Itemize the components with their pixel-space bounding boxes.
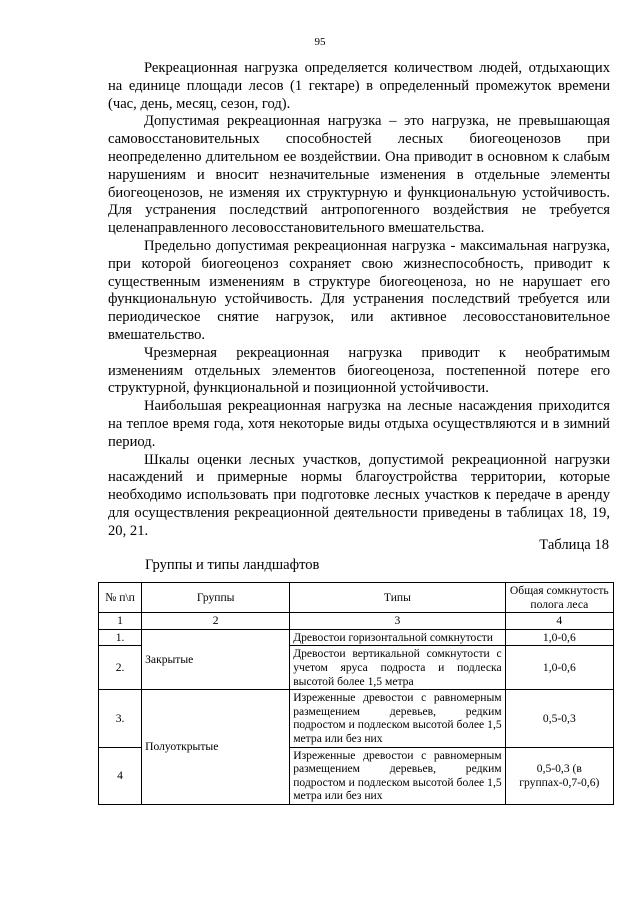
paragraph: Шкалы оценки лесных участков, допустимой рекреационной нагрузки насаждений и примерные нормы благоустройства территории, которые необходимо использовать при подготовке лесных участков к передаче в аренду для осуществления рекреационной деятельности приведены в таблицах 18, 19, 20, 21. bbox=[108, 451, 610, 539]
type-cell: Древостои горизонтальной сомкнутости bbox=[290, 629, 505, 646]
table-label: Таблица 18 bbox=[539, 537, 609, 553]
density-cell: 1,0-0,6 bbox=[505, 646, 613, 690]
table-title: Группы и типы ландшафтов bbox=[145, 557, 320, 573]
paragraph: Рекреационная нагрузка определяется количеством людей, отдыхающих на единице площади лесов (1 гектаре) в определенный промежуток времени (час, день, месяц, сезон, год). bbox=[108, 60, 610, 112]
column-number: 3 bbox=[290, 613, 505, 630]
row-number: 2. bbox=[99, 646, 142, 690]
type-cell: Изреженные древостои с равномерным размещением деревьев, редким подростом и подлеском высотой более 1,5 метра или без них bbox=[290, 747, 505, 804]
column-number: 1 bbox=[99, 613, 142, 630]
density-cell: 0,5-0,3 bbox=[505, 690, 613, 747]
column-number: 4 bbox=[505, 613, 613, 630]
page-number: 95 bbox=[314, 36, 326, 48]
paragraph: Чрезмерная рекреационная нагрузка приводит к необратимым изменениям отдельных элементов биогеоценоза, постепенной потере его структурной, функциональной и позиционной устойчивости. bbox=[108, 344, 610, 397]
type-cell: Древостои вертикальной сомкнутости с учетом яруса подроста и подлеска высотой более 1,5 метра bbox=[290, 646, 505, 690]
header-groups: Группы bbox=[142, 583, 290, 613]
group-cell: Закрытые bbox=[142, 629, 290, 689]
paragraph: Допустимая рекреационная нагрузка – это нагрузка, не превышающая самовосстановительных способностей лесных биогеоценозов при неопределенно длительном ее воздействии. Она приводит в основном к слабым нарушениям и вносит незначительные изменения в отдельные элементы биогеоценозов, не изменяя их структурную и функциональную устойчивость. Для устранения последствий антропогенного воздействия не требуется целенаправленного лесовосстановительного вмешательства. bbox=[108, 113, 610, 237]
row-number: 3. bbox=[99, 690, 142, 747]
landscape-table bbox=[98, 582, 614, 805]
column-number: 2 bbox=[142, 613, 290, 630]
row-number: 4 bbox=[99, 747, 142, 804]
row-number: 1. bbox=[99, 629, 142, 646]
header-types: Типы bbox=[290, 583, 505, 613]
table-header-row bbox=[99, 583, 614, 613]
header-density: Общая сомкнутость полога леса bbox=[505, 583, 613, 613]
type-cell: Изреженные древостои с равномерным размещением деревьев, редким подростом и подлеском высотой более 1,5 метра или без них bbox=[290, 690, 505, 747]
body-text bbox=[108, 60, 610, 541]
paragraph: Предельно допустимая рекреационная нагрузка - максимальная нагрузка, при которой биогеоценоз сохраняет свою жизнеспособность, приводит к существенным изменениям в структуре биогеоценоза, но не нарушает его функциональную устойчивость. Для устранения последствий требуется или периодическое снятие нагрузок, или активное лесовосстановительное вмешательство. bbox=[108, 237, 610, 343]
table-row bbox=[99, 629, 614, 646]
group-cell: Полуоткрытые bbox=[142, 690, 290, 805]
column-number-row bbox=[99, 613, 614, 630]
density-cell: 1,0-0,6 bbox=[505, 629, 613, 646]
header-number: № п\п bbox=[99, 583, 142, 613]
density-cell: 0,5-0,3 (в группах-0,7-0,6) bbox=[505, 747, 613, 804]
table-row bbox=[99, 690, 614, 747]
paragraph: Наибольшая рекреационная нагрузка на лесные насаждения приходится на теплое время года, хотя некоторые виды отдыха осуществляются и в зимний период. bbox=[108, 398, 610, 450]
